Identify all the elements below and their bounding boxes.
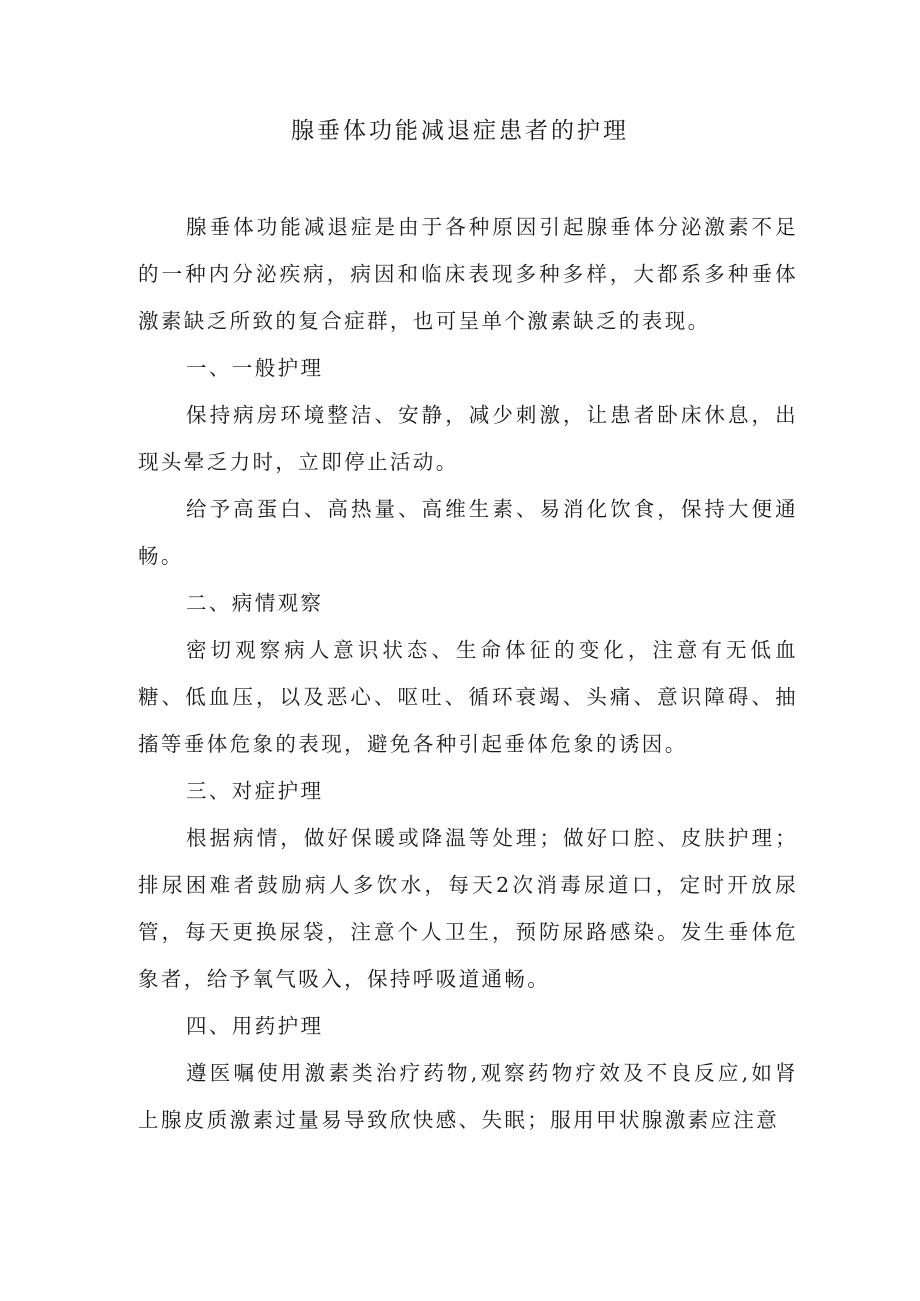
document-body [138,204,798,1144]
paragraph-general-care-1: 保持病房环境整洁、安静，减少刺激，让患者卧床休息，出现头晕乏力时，立即停止活动。 [138,403,798,474]
paragraph-medication-care-1: 遵医嘱使用激素类治疗药物,观察药物疗效及不良反应,如肾上腺皮质激素过量易导致欣快感、失眠；服用甲状腺激素应注意 [138,1061,798,1132]
section-heading-observation: 二、病情观察 [186,591,324,615]
intro-paragraph: 腺垂体功能减退症是由于各种原因引起腺垂体分泌激素不足的一种内分泌疾病，病因和临床表现多种多样，大都系多种垂体激素缺乏所致的复合症群，也可呈单个激素缺乏的表现。 [138,215,798,333]
paragraph-symptomatic-care-1: 根据病情，做好保暖或降温等处理；做好口腔、皮肤护理；排尿困难者鼓励病人多饮水，每天2次消毒尿道口，定时开放尿管，每天更换尿袋，注意个人卫生，预防尿路感染。发生垂体危象者，给予氧气吸入，保持呼吸道通畅。 [138,826,798,991]
document-title: 腺垂体功能减退症患者的护理 [291,118,629,144]
section-heading-general-care: 一、一般护理 [186,356,324,380]
section-heading-symptomatic-care: 三、对症护理 [186,779,324,803]
paragraph-general-care-2: 给予高蛋白、高热量、高维生素、易消化饮食，保持大便通畅。 [138,497,798,568]
section-heading-medication-care: 四、用药护理 [186,1014,324,1038]
paragraph-observation-1: 密切观察病人意识状态、生命体征的变化，注意有无低血糖、低血压，以及恶心、呕吐、循环衰竭、头痛、意识障碍、抽搐等垂体危象的表现，避免各种引起垂体危象的诱因。 [138,638,798,756]
